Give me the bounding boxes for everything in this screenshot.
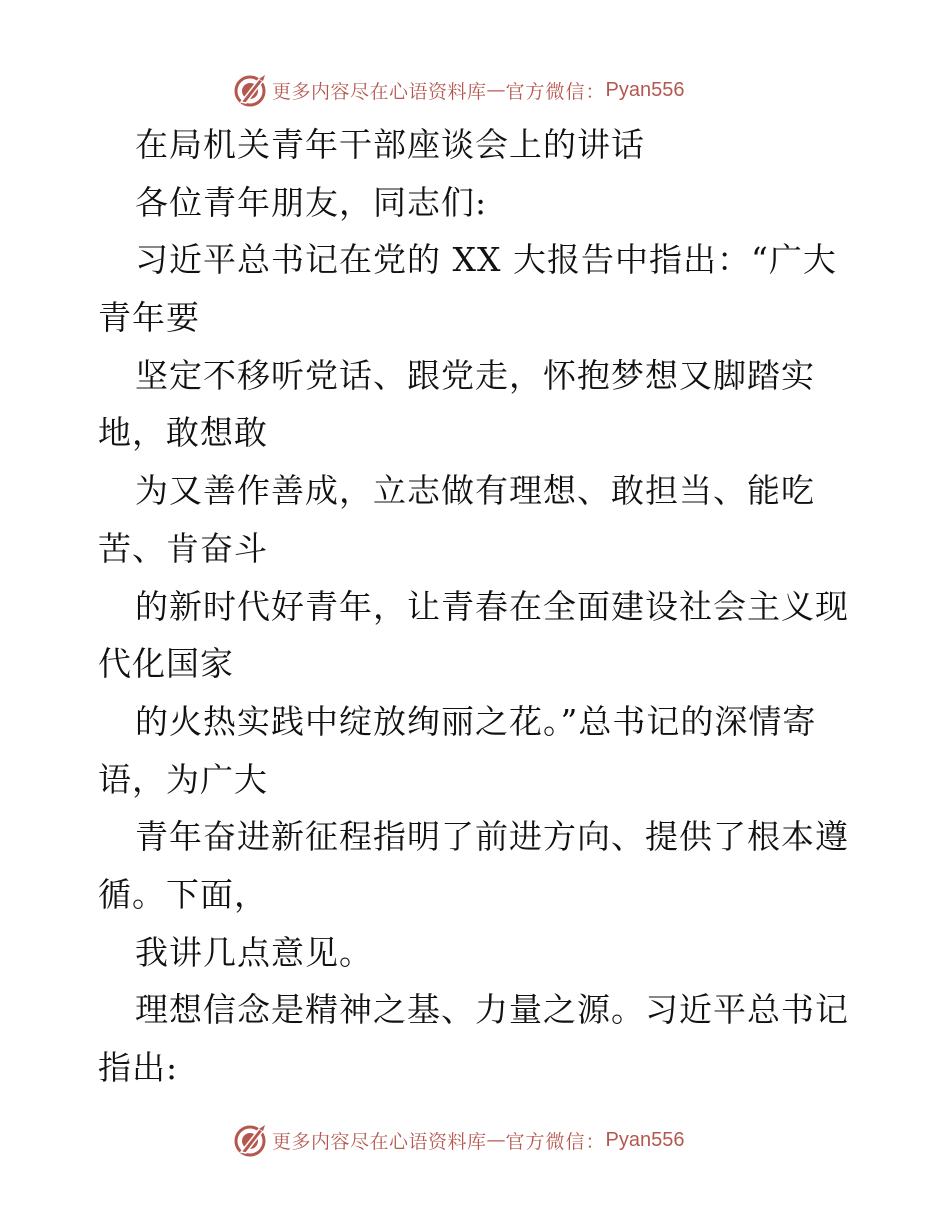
paragraph-line: 苦、肯奋斗	[98, 528, 268, 568]
banner-wechat-id: Pyan556	[605, 78, 685, 101]
banner-wechat-id: Pyan556	[605, 1128, 685, 1151]
paragraph-line: 循。下面，	[98, 874, 268, 914]
paragraph-line: 地，敢想敢	[98, 413, 268, 453]
paragraph-line: 我讲几点意见。	[135, 932, 373, 972]
banner-text: 更多内容尽在心语资料库	[272, 1130, 487, 1153]
quill-logo-icon	[232, 1122, 268, 1158]
banner-dash: —	[486, 79, 506, 101]
paragraph-line: 坚定不移听党话、跟党走，怀抱梦想又脚踏实	[135, 355, 815, 395]
paragraph-line: 语，为广大	[98, 759, 268, 799]
banner-dash: —	[486, 1129, 506, 1151]
paragraph-line: 习近平总书记在党的 XX 大报告中指出：“广大	[135, 240, 837, 280]
document-title: 在局机关青年干部座谈会上的讲话	[135, 125, 645, 164]
paragraph-line: 青年奋进新征程指明了前进方向、提供了根本遵	[135, 817, 849, 857]
quill-logo-icon	[232, 72, 268, 108]
banner-wechat-label: 官方微信：	[505, 1130, 606, 1153]
banner-wechat-label: 官方微信：	[505, 80, 606, 103]
paragraph-line: 的火热实践中绽放绚丽之花。”总书记的深情寄	[135, 701, 817, 741]
banner-text: 更多内容尽在心语资料库	[272, 80, 487, 103]
salutation: 各位青年朋友，同志们:	[135, 182, 488, 222]
paragraph-line: 代化国家	[98, 644, 234, 684]
document-body	[98, 116, 858, 1097]
paragraph-line: 指出:	[98, 1048, 179, 1087]
paragraph-line: 的新时代好青年，让青春在全面建设社会主义现	[135, 586, 849, 626]
paragraph-line: 为又善作善成，立志做有理想、敢担当、能吃	[135, 471, 815, 511]
paragraph-line: 理想信念是精神之基、力量之源。习近平总书记	[135, 990, 849, 1030]
footer-banner	[232, 1120, 685, 1160]
paragraph-line: 青年要	[98, 298, 200, 338]
header-banner	[232, 70, 685, 110]
